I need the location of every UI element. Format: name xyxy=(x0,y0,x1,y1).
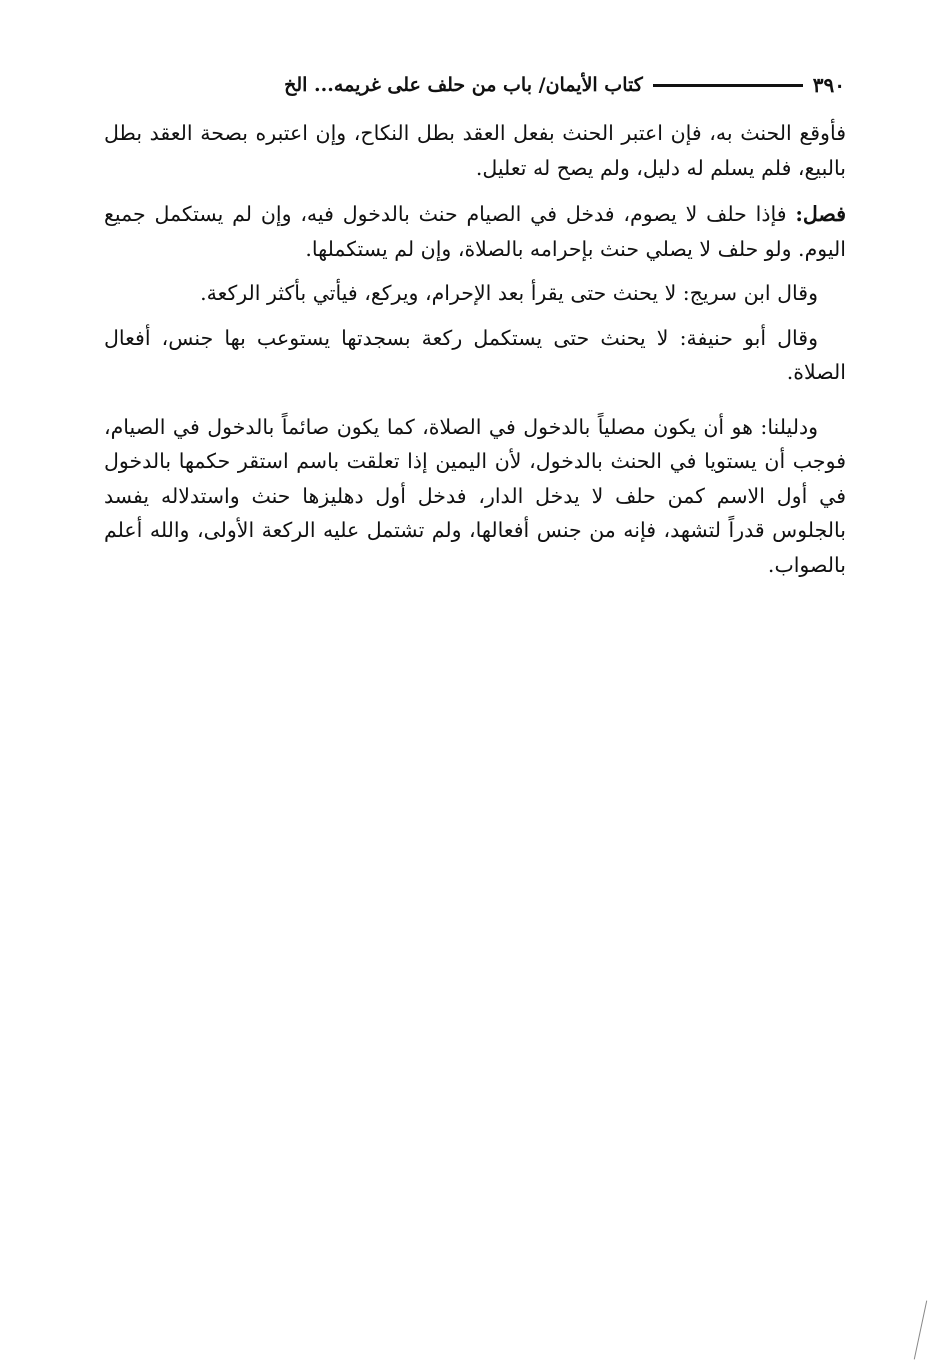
header-rule xyxy=(653,84,803,87)
paragraph-abu-hanifa: وقال أبو حنيفة: لا يحنث حتى يستكمل ركعة بسجدتها يستوعب بها جنس، أفعال الصلاة. xyxy=(104,325,846,384)
paragraph-section xyxy=(104,197,846,266)
margin-scan-mark xyxy=(914,1301,927,1360)
paragraph-continuation: فأوقع الحنث به، فإن اعتبر الحنث بفعل العقد بطل النكاح، وإن اعتبره بصحة العقد بطل بالبيع، فلم يسلم له دليل، ولم يصح له تعليل. xyxy=(104,121,846,180)
paragraph-ibn-surayj: وقال ابن سريج: لا يحنث حتى يقرأ بعد الإحرام، ويركع، فيأتي بأكثر الركعة. xyxy=(200,281,818,305)
section-text: فإذا حلف لا يصوم، فدخل في الصيام حنث بالدخول فيه، وإن لم يستكمل جميع اليوم. ولو حلف لا يصلي حنث بإحرامه بالصلاة، وإن لم يستكملها. xyxy=(104,202,846,261)
page-header xyxy=(100,70,845,100)
paragraph-evidence: ودليلنا: هو أن يكون مصلياً بالدخول في الصلاة، كما يكون صائماً بالدخول في الصيام، فوجب أن يستويا في الحنث بالدخول، لأن اليمين إذا تعلقت باسم استقر حكمها بالدخول في أول الاسم كمن حلف لا يدخل الدار، فدخل أول دهليزها حنث واستدلاله يفسد بالجلوس قدراً لتشهد، فإنه من جنس أفعالها، ولم تشتمل عليه الركعة الأولى، والله أعلم بالصواب. xyxy=(104,414,846,577)
section-label: فصل: xyxy=(795,202,846,226)
body-text xyxy=(104,116,846,582)
page-number: ٣٩٠ xyxy=(812,73,845,97)
running-head: كتاب الأيمان/ باب من حلف على غريمه... الخ xyxy=(284,74,643,96)
